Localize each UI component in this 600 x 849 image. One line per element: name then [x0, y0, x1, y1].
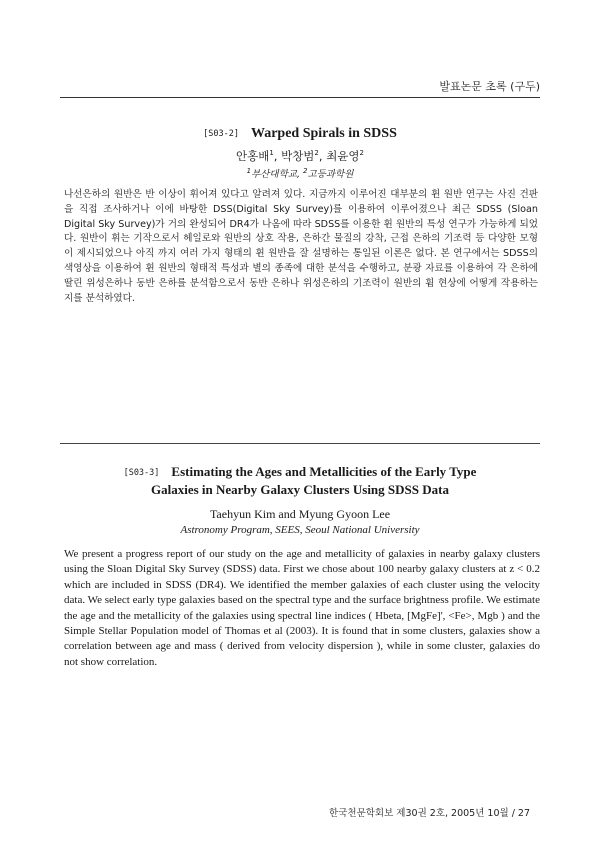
header-rule	[60, 97, 540, 98]
affiliation-name: 부산대학교	[251, 169, 297, 180]
journal-citation: 한국천문학회보 제30권 2호, 2005년 10월 / 27	[329, 808, 530, 819]
author-name: 안홍배	[235, 149, 270, 163]
author-sup: 2	[359, 149, 364, 158]
author-name: 박창범	[281, 149, 315, 163]
abstract1-affiliations: $^1$부산대학교, $^2$고등과학원	[246, 166, 354, 180]
abstract2-code: [S03-3]	[123, 468, 160, 478]
abstract2-title-line1: Estimating the Ages and Metallicities of the Early Type	[171, 464, 477, 479]
abstract1-authors: 안홍배$^1$, 박창범$^2$, 최윤영$^2$	[235, 149, 364, 163]
abstract1-code: [S03-2]	[203, 129, 239, 139]
abstract2-title-line2: Galaxies in Nearby Galaxy Clusters Using SDSS Data	[151, 482, 449, 497]
abstract1-body: 나선은하의 원반은 반 이상이 휘어져 있다고 알려져 있다. 지금까지 이루어진 대부분의 휜 원반 연구는 사진 건판을 직접 조사하거나 이에 바탕한 DSS(Digital Sky Survey)를 이용하여 이루어졌으나 최근 SDSS (Sloan Digital Sky Survey)가 거의 완성되어 DR4가 나옴에 따라 SDSS를 이용한 휜 원반의 특성 연구가 가능하게 되었다. 원반이 휘는 기작으로서 헤일로와 원반의 상호 작용, 은하간 물질의 강착, 근접 은하의 기조력 등 다양한 모형이 제시되었으나 아직 까지 여러 가지 형태의 휜 원반을 잘 설명하는 통일된 이론은 없다. 본 연구에서는 SDSS의 색영상을 이용하여 휜 원반의 형태적 특성과 별의 종족에 대한 분석을 수행하고, 분광 자료를 이용하여 각 은하에 딸린 위성은하나 동반 은하를 분석함으로서 동반 은하나 위성은하의 기조력이 원반의 휨 현상에 어떻게 작용하는지를 분석하였다.	[64, 189, 538, 304]
author-name: 최윤영	[326, 149, 360, 163]
affiliation-name: 고등과학원	[307, 169, 354, 180]
author-sup: 1	[269, 149, 274, 158]
abstract2-title-block	[0, 461, 600, 499]
author-sup: 2	[314, 149, 319, 158]
abstract2-body: We present a progress report of our study on the age and metallicity of galaxies in nearby galaxy clusters using the Sloan Digital Sky Survey (SDSS) data. First we chose about 100 nearby galaxy clusters at z < 0.2 which are included in SDSS (DR4). We identified the member galaxies of each cluster using the velocity data. We select early type galaxies based on the spectral type and the surface brightness profile. We estimate the age and the metallicity of the galaxies using spectral line indices ( Hbeta, [MgFe]', <Fe>, Mgb ) and the Simple Stellar Population model of Thomas et al (2003). It is found that in some clusters, galaxies show a correlation between age and mass ( derived from velocity dispersion ), while in some cluster, galaxies do not show correlation.	[64, 548, 540, 668]
abstract1-title: Warped Spirals in SDSS	[250, 126, 397, 141]
abstract2-authors: Taehyun Kim and Myung Gyoon Lee	[209, 507, 391, 521]
affiliation-sup: 2	[303, 166, 308, 175]
section-divider	[60, 443, 540, 444]
abstract1-title-line	[0, 122, 600, 142]
abstract2-affiliation: Astronomy Program, SEES, Seoul National University	[180, 524, 420, 536]
section-header: 발표논문 초록 (구두)	[439, 80, 540, 93]
affiliation-sup: 1	[246, 166, 252, 175]
